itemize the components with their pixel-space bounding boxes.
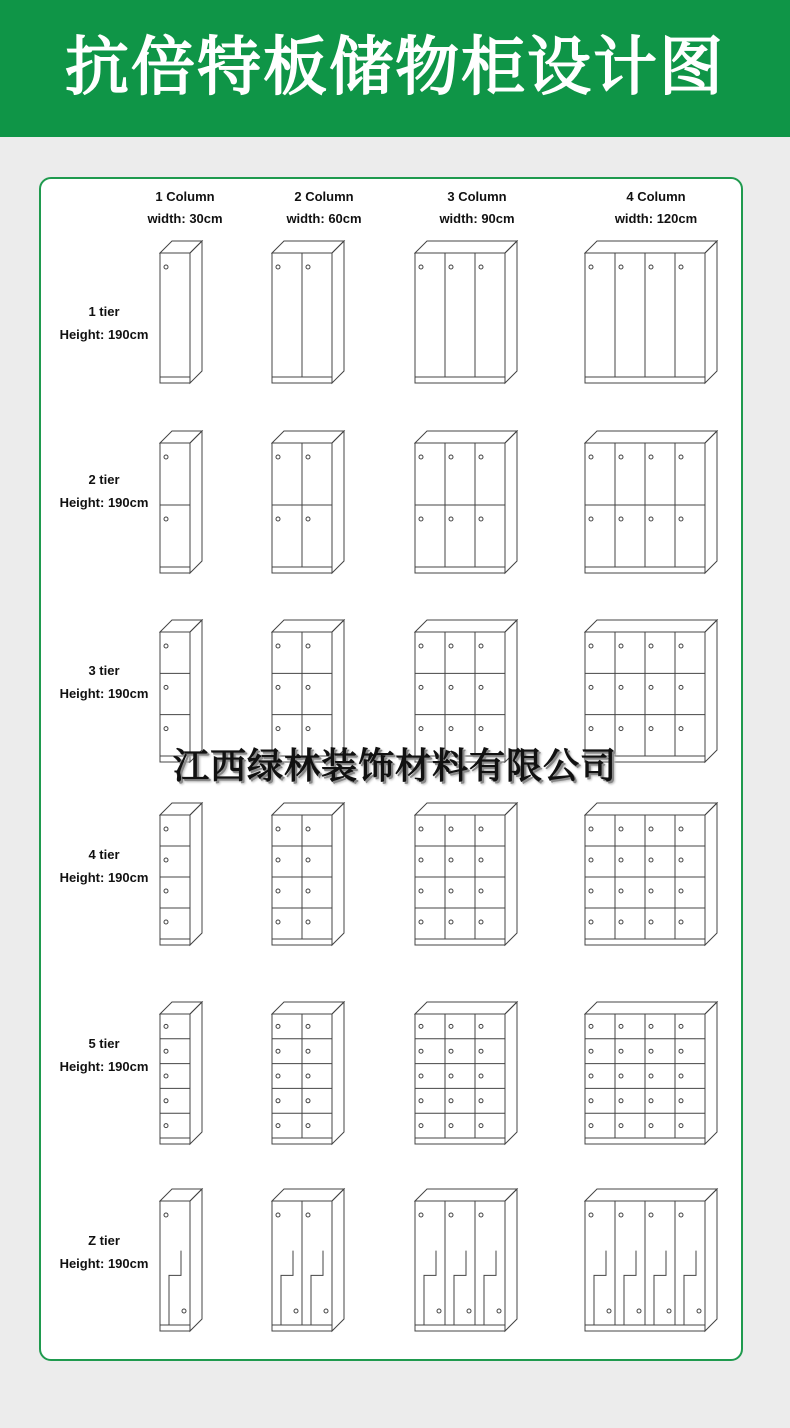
lock-icon — [276, 1213, 280, 1217]
locker-side — [332, 431, 344, 573]
lock-icon — [449, 1099, 453, 1103]
locker-side — [190, 241, 202, 383]
lock-icon — [649, 889, 653, 893]
page-title: 抗倍特板储物柜设计图 — [65, 31, 725, 105]
locker-drawing — [584, 1188, 722, 1344]
lock-icon — [667, 1309, 671, 1313]
lock-icon — [449, 827, 453, 831]
lock-icon — [619, 727, 623, 731]
lock-icon — [619, 827, 623, 831]
lock-icon — [449, 455, 453, 459]
lock-icon — [164, 517, 168, 521]
locker-drawing — [414, 802, 522, 958]
column-name: 2 Column — [294, 189, 354, 204]
lock-icon — [589, 1099, 593, 1103]
lock-icon — [419, 1024, 423, 1028]
locker-top — [415, 1002, 517, 1014]
lock-icon — [306, 455, 310, 459]
lock-icon — [649, 1049, 653, 1053]
lock-icon — [479, 455, 483, 459]
lock-icon — [649, 1213, 653, 1217]
lock-icon — [276, 455, 280, 459]
z-door-split — [311, 1251, 323, 1325]
z-door-split — [484, 1251, 496, 1325]
locker-side — [190, 431, 202, 573]
lock-icon — [164, 727, 168, 731]
lock-icon — [449, 920, 453, 924]
locker-drawing — [414, 430, 522, 586]
locker-body — [415, 1014, 505, 1144]
lock-icon — [679, 889, 683, 893]
z-door-split — [424, 1251, 436, 1325]
lock-icon — [679, 1074, 683, 1078]
lock-icon — [589, 920, 593, 924]
lock-icon — [419, 920, 423, 924]
lock-icon — [449, 517, 453, 521]
locker-top — [415, 241, 517, 253]
lock-icon — [479, 1024, 483, 1028]
row-label-5 — [44, 1032, 164, 1078]
tier-label: 3 tier — [88, 663, 120, 678]
locker-drawing — [159, 240, 207, 396]
lock-icon — [276, 858, 280, 862]
lock-icon — [164, 920, 168, 924]
lock-icon — [164, 1049, 168, 1053]
lock-icon — [649, 455, 653, 459]
lock-icon — [276, 685, 280, 689]
tier-label: 4 tier — [88, 847, 120, 862]
lock-icon — [276, 727, 280, 731]
lock-icon — [619, 644, 623, 648]
lock-icon — [649, 685, 653, 689]
lock-icon — [419, 889, 423, 893]
lock-icon — [589, 727, 593, 731]
column-width: width: 30cm — [147, 211, 223, 226]
lock-icon — [164, 685, 168, 689]
lock-icon — [419, 265, 423, 269]
row-label-3 — [44, 659, 164, 705]
lock-icon — [164, 644, 168, 648]
lock-icon — [419, 1213, 423, 1217]
lock-icon — [679, 827, 683, 831]
lock-icon — [589, 644, 593, 648]
lock-icon — [619, 858, 623, 862]
lock-icon — [164, 1124, 168, 1128]
lock-icon — [589, 685, 593, 689]
locker-side — [705, 241, 717, 383]
locker-side — [332, 241, 344, 383]
locker-side — [505, 1189, 517, 1331]
locker-side — [190, 1002, 202, 1144]
lock-icon — [419, 727, 423, 731]
height-label: Height: 190cm — [59, 327, 149, 342]
lock-icon — [306, 920, 310, 924]
tier-label: 2 tier — [88, 472, 120, 487]
column-header-1 — [115, 186, 255, 230]
company-watermark: 江西绿林装饰材料有限公司 — [172, 745, 617, 787]
lock-icon — [276, 1074, 280, 1078]
locker-drawing — [271, 802, 349, 958]
lock-icon — [276, 1024, 280, 1028]
lock-icon — [619, 889, 623, 893]
lock-icon — [619, 685, 623, 689]
lock-icon — [649, 1099, 653, 1103]
lock-icon — [164, 858, 168, 862]
lock-icon — [649, 265, 653, 269]
lock-icon — [497, 1309, 501, 1313]
z-door-split — [169, 1251, 181, 1325]
tier-label: 5 tier — [88, 1036, 120, 1051]
locker-drawing — [584, 802, 722, 958]
lock-icon — [479, 1049, 483, 1053]
lock-icon — [679, 858, 683, 862]
lock-icon — [589, 517, 593, 521]
height-label: Height: 190cm — [59, 686, 149, 701]
lock-icon — [649, 920, 653, 924]
lock-icon — [479, 858, 483, 862]
column-header-3 — [407, 186, 547, 230]
locker-top — [585, 620, 717, 632]
lock-icon — [619, 1099, 623, 1103]
lock-icon — [679, 1024, 683, 1028]
locker-side — [505, 1002, 517, 1144]
lock-icon — [419, 517, 423, 521]
lock-icon — [479, 1213, 483, 1217]
locker-top — [415, 803, 517, 815]
z-door-split — [454, 1251, 466, 1325]
lock-icon — [419, 644, 423, 648]
lock-icon — [479, 1124, 483, 1128]
locker-drawing — [271, 430, 349, 586]
column-width: width: 90cm — [439, 211, 515, 226]
lock-icon — [679, 1049, 683, 1053]
locker-side — [332, 1002, 344, 1144]
z-door-split — [654, 1251, 666, 1325]
height-label: Height: 190cm — [59, 1059, 149, 1074]
locker-side — [332, 1189, 344, 1331]
locker-body — [415, 815, 505, 945]
lock-icon — [649, 827, 653, 831]
lock-icon — [449, 265, 453, 269]
lock-icon — [479, 920, 483, 924]
locker-drawing — [414, 1001, 522, 1157]
lock-icon — [164, 1074, 168, 1078]
tier-label: Z tier — [88, 1233, 120, 1248]
locker-drawing — [159, 1188, 207, 1344]
locker-drawing — [414, 240, 522, 396]
lock-icon — [164, 265, 168, 269]
row-label-z — [44, 1229, 164, 1275]
lock-icon — [589, 1124, 593, 1128]
lock-icon — [589, 455, 593, 459]
lock-icon — [479, 685, 483, 689]
lock-icon — [479, 517, 483, 521]
column-width: width: 60cm — [286, 211, 362, 226]
locker-side — [505, 431, 517, 573]
lock-icon — [679, 727, 683, 731]
lock-icon — [619, 1049, 623, 1053]
lock-icon — [182, 1309, 186, 1313]
lock-icon — [589, 1213, 593, 1217]
locker-body — [415, 443, 505, 573]
lock-icon — [449, 889, 453, 893]
row-label-1 — [44, 300, 164, 346]
lock-icon — [479, 889, 483, 893]
lock-icon — [467, 1309, 471, 1313]
locker-top — [585, 1002, 717, 1014]
lock-icon — [697, 1309, 701, 1313]
locker-side — [332, 803, 344, 945]
locker-top — [585, 803, 717, 815]
lock-icon — [276, 1049, 280, 1053]
locker-side — [705, 1002, 717, 1144]
lock-icon — [679, 1124, 683, 1128]
column-name: 4 Column — [626, 189, 686, 204]
lock-icon — [419, 1074, 423, 1078]
lock-icon — [479, 727, 483, 731]
lock-icon — [449, 1049, 453, 1053]
locker-drawing — [271, 240, 349, 396]
lock-icon — [589, 1024, 593, 1028]
lock-icon — [324, 1309, 328, 1313]
lock-icon — [679, 455, 683, 459]
lock-icon — [276, 517, 280, 521]
column-header-4 — [586, 186, 726, 230]
lock-icon — [679, 1213, 683, 1217]
lock-icon — [449, 858, 453, 862]
lock-icon — [306, 858, 310, 862]
lock-icon — [294, 1309, 298, 1313]
lock-icon — [306, 1024, 310, 1028]
lock-icon — [419, 858, 423, 862]
lock-icon — [589, 1074, 593, 1078]
lock-icon — [589, 1049, 593, 1053]
column-header-2 — [254, 186, 394, 230]
lock-icon — [649, 858, 653, 862]
lock-icon — [679, 644, 683, 648]
lock-icon — [449, 1124, 453, 1128]
lock-icon — [419, 455, 423, 459]
lock-icon — [276, 920, 280, 924]
title-banner — [0, 0, 790, 137]
lock-icon — [276, 265, 280, 269]
lock-icon — [479, 644, 483, 648]
lock-icon — [619, 265, 623, 269]
lock-icon — [164, 1213, 168, 1217]
z-door-split — [594, 1251, 606, 1325]
lock-icon — [637, 1309, 641, 1313]
lock-icon — [679, 685, 683, 689]
lock-icon — [419, 1124, 423, 1128]
lock-icon — [619, 1074, 623, 1078]
locker-body — [415, 1201, 505, 1331]
lock-icon — [449, 644, 453, 648]
lock-icon — [419, 1049, 423, 1053]
locker-top — [415, 1189, 517, 1201]
locker-body — [160, 443, 190, 573]
lock-icon — [306, 1099, 310, 1103]
locker-body — [160, 253, 190, 383]
lock-icon — [589, 827, 593, 831]
locker-side — [505, 241, 517, 383]
locker-body — [160, 815, 190, 945]
locker-top — [585, 241, 717, 253]
lock-icon — [679, 265, 683, 269]
lock-icon — [589, 265, 593, 269]
lock-icon — [276, 1124, 280, 1128]
locker-side — [705, 1189, 717, 1331]
lock-icon — [649, 517, 653, 521]
lock-icon — [164, 889, 168, 893]
height-label: Height: 190cm — [59, 1256, 149, 1271]
lock-icon — [276, 889, 280, 893]
lock-icon — [619, 1213, 623, 1217]
tier-label: 1 tier — [88, 304, 120, 319]
lock-icon — [619, 1124, 623, 1128]
lock-icon — [649, 727, 653, 731]
lock-icon — [449, 1024, 453, 1028]
lock-icon — [649, 644, 653, 648]
locker-drawing — [584, 1001, 722, 1157]
column-name: 1 Column — [155, 189, 215, 204]
lock-icon — [306, 265, 310, 269]
lock-icon — [649, 1074, 653, 1078]
lock-icon — [306, 685, 310, 689]
lock-icon — [164, 455, 168, 459]
locker-side — [190, 803, 202, 945]
lock-icon — [306, 1049, 310, 1053]
locker-drawing — [584, 430, 722, 586]
lock-icon — [479, 827, 483, 831]
lock-icon — [449, 685, 453, 689]
lock-icon — [306, 727, 310, 731]
locker-drawing — [271, 1188, 349, 1344]
locker-top — [585, 431, 717, 443]
lock-icon — [449, 727, 453, 731]
lock-icon — [619, 920, 623, 924]
lock-icon — [449, 1213, 453, 1217]
lock-icon — [479, 1074, 483, 1078]
lock-icon — [306, 1213, 310, 1217]
locker-body — [415, 253, 505, 383]
locker-side — [705, 803, 717, 945]
lock-icon — [276, 827, 280, 831]
lock-icon — [649, 1024, 653, 1028]
z-door-split — [281, 1251, 293, 1325]
lock-icon — [619, 1024, 623, 1028]
lock-icon — [607, 1309, 611, 1313]
lock-icon — [306, 1074, 310, 1078]
lock-icon — [419, 827, 423, 831]
locker-drawing — [159, 430, 207, 586]
column-name: 3 Column — [447, 189, 507, 204]
lock-icon — [619, 455, 623, 459]
lock-icon — [649, 1124, 653, 1128]
locker-side — [705, 431, 717, 573]
lock-icon — [276, 1099, 280, 1103]
locker-side — [190, 1189, 202, 1331]
lock-icon — [306, 1124, 310, 1128]
lock-icon — [479, 265, 483, 269]
lock-icon — [449, 1074, 453, 1078]
locker-drawing — [159, 802, 207, 958]
locker-top — [415, 620, 517, 632]
locker-drawing — [414, 1188, 522, 1344]
z-door-split — [684, 1251, 696, 1325]
locker-top — [585, 1189, 717, 1201]
height-label: Height: 190cm — [59, 495, 149, 510]
locker-top — [415, 431, 517, 443]
row-label-2 — [44, 468, 164, 514]
row-label-4 — [44, 843, 164, 889]
locker-drawing — [584, 240, 722, 396]
lock-icon — [589, 858, 593, 862]
lock-icon — [419, 685, 423, 689]
locker-drawing — [159, 1001, 207, 1157]
lock-icon — [306, 644, 310, 648]
column-width: width: 120cm — [614, 211, 698, 226]
lock-icon — [679, 517, 683, 521]
lock-icon — [419, 1099, 423, 1103]
z-door-split — [624, 1251, 636, 1325]
locker-drawing — [271, 1001, 349, 1157]
lock-icon — [164, 1024, 168, 1028]
lock-icon — [164, 1099, 168, 1103]
lock-icon — [679, 920, 683, 924]
lock-icon — [589, 889, 593, 893]
lock-icon — [437, 1309, 441, 1313]
lock-icon — [619, 517, 623, 521]
lock-icon — [306, 827, 310, 831]
height-label: Height: 190cm — [59, 870, 149, 885]
lock-icon — [306, 889, 310, 893]
lock-icon — [479, 1099, 483, 1103]
locker-side — [505, 803, 517, 945]
lock-icon — [679, 1099, 683, 1103]
lock-icon — [164, 827, 168, 831]
lock-icon — [276, 644, 280, 648]
lock-icon — [306, 517, 310, 521]
